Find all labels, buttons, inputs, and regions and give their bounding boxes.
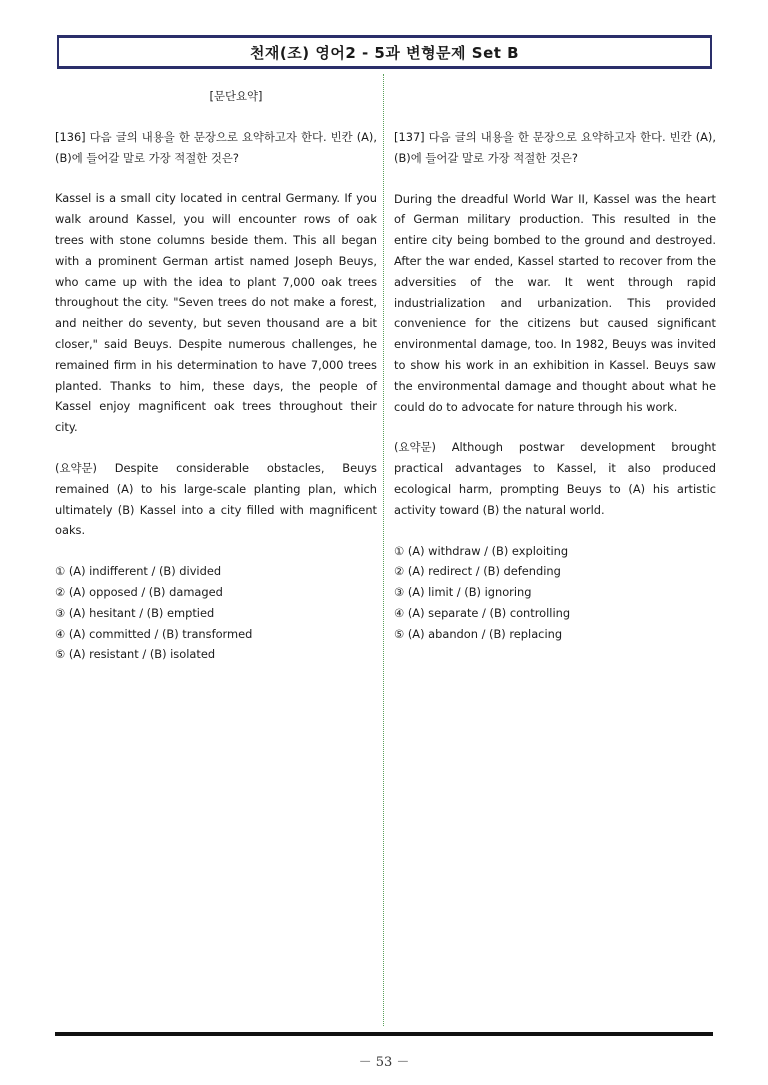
question-137-passage: During the dreadful World War II, Kassel was the heart of German military production. This resulted in the entire city being bombed to the ground and destroyed. After the war ended, Kassel started to recover from the adversities of the war. It went through rapid industrialization and urbanization. This provided convenience for the citizens but caused significant environmental damage, too. In 1982, Beuys was invited to show his work in an exhibition in Kassel. Beuys saw the environmental damage and thought about what he could do to advocate for nature through his work. [394,191,716,414]
option-4[interactable]: ④ (A) committed / (B) transformed [55,626,253,641]
question-137-options [394,541,716,645]
page-header [57,35,712,69]
column-top-spacer [394,86,716,127]
question-136-summary: (요약문) Despite considerable obstacles, Beuys remained (A) to his large-scale planting plan, which ultimately (B) Kassel into a city filled with magnificent oaks. [55,460,377,538]
question-136-passage: Kassel is a small city located in central Germany. If you walk around Kassel, you will encounter rows of oak trees with stone columns beside them. This all began with a prominent German artist named Joseph Beuys, who came up with the idea to plant 7,000 oak trees throughout the city. "Seven trees do not make a forest, and neither do seventy, but seven thousand are a bit closer," said Beuys. Despite numerous challenges, he remained firm in his determination to have 7,000 trees planted. Thanks to him, these days, the people of Kassel enjoy magnificent oak trees throughout their city. [55,191,377,435]
right-column [394,86,716,645]
option-2[interactable]: ② (A) opposed / (B) damaged [55,584,223,599]
left-column [55,86,377,665]
question-137-summary: (요약문) Although postwar development brought practical advantages to Kassel, it also produced ecological harm, prompting Beuys to (A) his artistic activity toward (B) the natural world. [394,440,716,517]
option-4[interactable]: ④ (A) separate / (B) controlling [394,605,571,620]
page-title: 천재(조) 영어2 - 5과 변형문제 Set B [249,43,520,62]
question-136-options [55,561,377,665]
option-2[interactable]: ② (A) redirect / (B) defending [394,564,561,579]
question-136-prompt: [136] 다음 글의 내용을 한 문장으로 요약하고자 한다. 빈칸 (A), (B)에 들어갈 말로 가장 적절한 것은? [55,129,377,165]
section-label: [문단요약] [209,89,263,103]
option-1[interactable]: ① (A) withdraw / (B) exploiting [394,543,569,558]
page-number: － 53 － [358,1055,410,1070]
option-5[interactable]: ⑤ (A) abandon / (B) replacing [394,626,563,641]
question-137-prompt: [137] 다음 글의 내용을 한 문장으로 요약하고자 한다. 빈칸 (A), (B)에 들어갈 말로 가장 적절한 것은? [394,130,716,165]
option-3[interactable]: ③ (A) limit / (B) ignoring [394,585,532,600]
footer-rule [55,1032,713,1036]
option-1[interactable]: ① (A) indifferent / (B) divided [55,564,222,579]
option-5[interactable]: ⑤ (A) resistant / (B) isolated [55,647,216,662]
option-3[interactable]: ③ (A) hesitant / (B) emptied [55,605,215,620]
column-divider [383,74,384,1026]
